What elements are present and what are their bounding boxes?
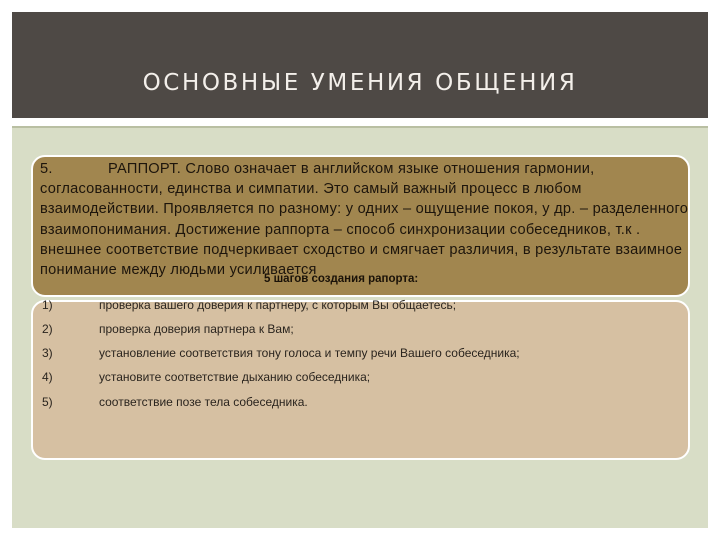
- definition-text: [40, 159, 690, 280]
- step-number: 2): [42, 322, 53, 336]
- step-text: установите соответствие дыханию собеседника;: [99, 370, 371, 384]
- step-text: соответствие позе тела собеседника.: [99, 395, 308, 409]
- slide-title: ОСНОВНЫЕ УМЕНИЯ ОБЩЕНИЯ: [142, 70, 578, 96]
- point-heading: РАППОРТ.: [108, 161, 182, 177]
- title-band: [12, 12, 708, 118]
- step-number: 1): [42, 298, 53, 312]
- steps-title: 5 шагов создания рапорта:: [264, 273, 419, 285]
- point-body: Слово означает в английском языке отношения гармонии, согласованности, единства и симпатии. Это самый важный процесс в любом взаимодействии. Проявляется по разному: у одних – ощущение покоя, у др. – разделенного взаимопонимания. Достижение раппорта – способ синхронизации собеседников, т.к . внешнее соответствие подчеркивает сходство и смягчает различия, в результате взаимное понимание между людьми усиливается: [40, 161, 689, 279]
- content-top-stripe: [12, 126, 708, 128]
- step-text: проверка вашего доверия к партнеру, с которым Вы общаетесь;: [99, 298, 457, 312]
- point-number: 5.: [40, 161, 53, 177]
- step-number: 3): [42, 346, 53, 360]
- step-number: 5): [42, 395, 53, 409]
- step-number: 4): [42, 370, 53, 384]
- step-text: проверка доверия партнера к Вам;: [99, 322, 294, 336]
- step-text: установление соответствия тону голоса и темпу речи Вашего собеседника;: [99, 346, 520, 360]
